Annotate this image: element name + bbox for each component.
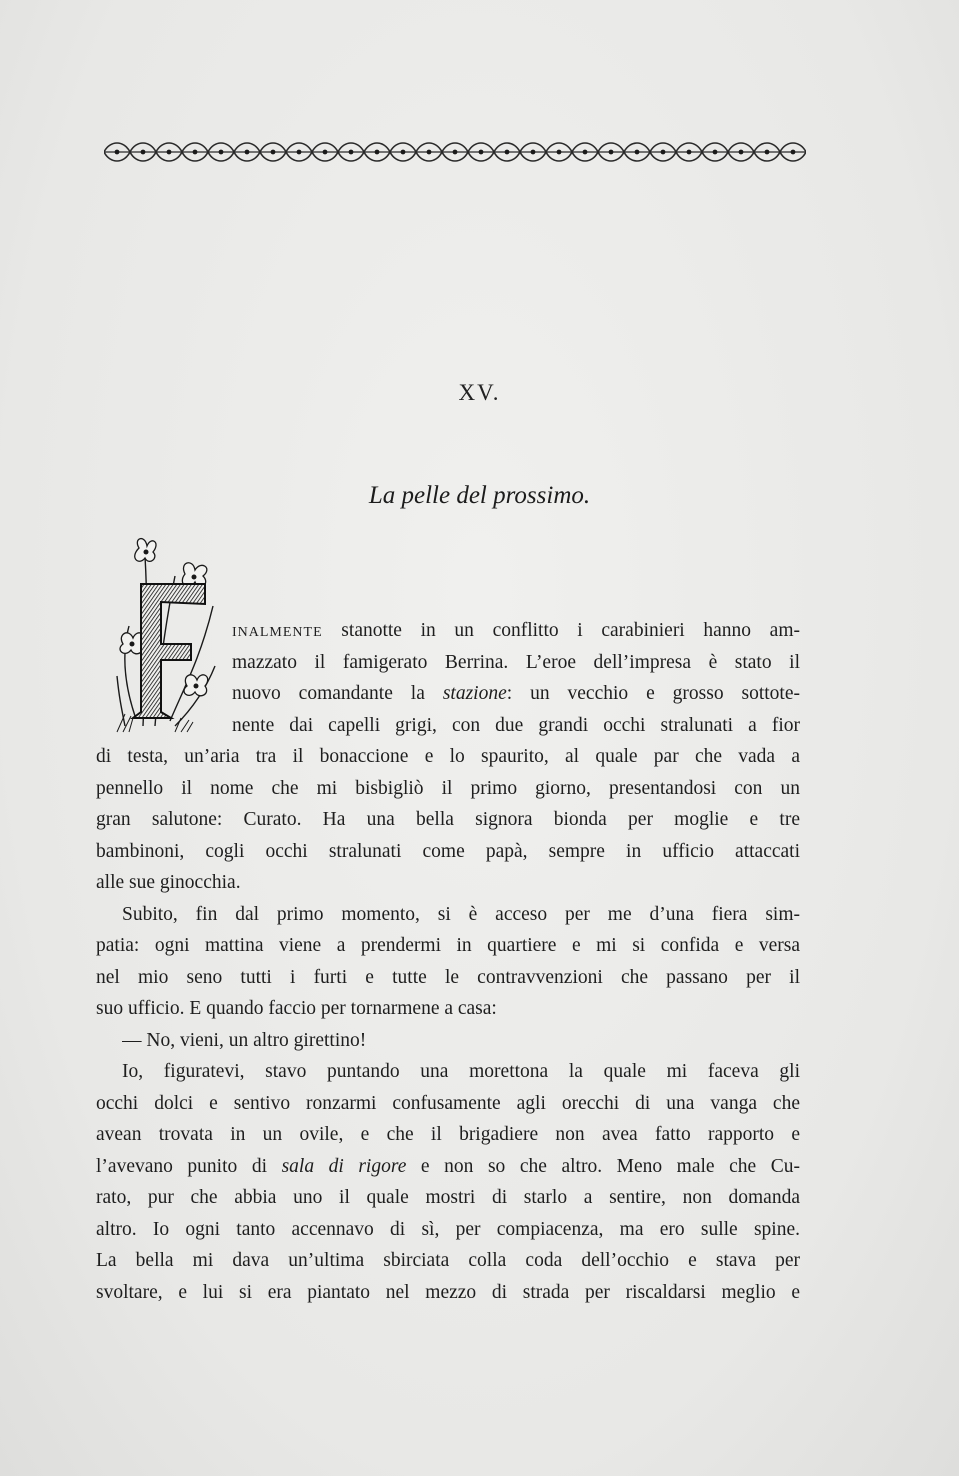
drop-cap-letter: F: [115, 536, 116, 537]
text-line: Subito, fin dal primo momento, si è acceso per me d’una fiera sim-: [122, 903, 800, 925]
text-line: svoltare, e lui si era piantato nel mezzo di strada per riscaldarsi meglio e: [96, 1281, 800, 1303]
text-line: avean trovata in un ovile, e che il brigadiere non avea fatto rapporto e: [96, 1124, 800, 1145]
text-line: nel mio seno tutti i furti e tutte le contravvenzioni che passano per il: [96, 966, 800, 988]
text-line: occhi dolci e sentivo ronzarmi confusamente agli orecchi di una vanga che: [96, 1092, 800, 1114]
chapter-title: La pelle del prossimo.: [368, 482, 591, 509]
text-line: Io, figuratevi, stavo puntando una morettona la quale mi faceva gli: [122, 1061, 800, 1082]
text-line: La bella mi dava un’ultima sbirciata colla coda dell’occhio e stava per: [96, 1250, 800, 1271]
illuminated-drop-cap: [115, 536, 225, 736]
text-line: alle sue ginocchia.: [96, 872, 241, 893]
text-line: rato, pur che abbia uno il quale mostri di starlo a sentire, non domanda: [96, 1187, 800, 1208]
text-line: — No, vieni, un altro girettino!: [122, 1029, 367, 1051]
text-line: bambinoni, cogli occhi stralunati come papà, sempre in ufficio attaccati: [96, 840, 800, 862]
text-line: di testa, un’aria tra il bonaccione e lo spaurito, al quale par che vada a: [96, 746, 800, 767]
text-line: pennello il nome che mi bisbigliò il primo giorno, presentandosi con un: [96, 777, 800, 799]
text-line: nuovo comandante la stazione: un vecchio e grosso sottote-: [232, 683, 800, 704]
ornamental-header-band: [104, 134, 806, 170]
text-line: suo ufficio. E quando faccio per tornarmene a casa:: [96, 998, 497, 1019]
text-line: patia: ogni mattina viene a prendermi in quartiere e mi si confida e versa: [96, 935, 800, 956]
chapter-number: XV.: [458, 380, 501, 405]
text-line: altro. Io ogni tanto accennavo di sì, per compiacenza, ma ero sulle spine.: [96, 1218, 800, 1240]
text-line: nente dai capelli grigi, con due grandi occhi stralunati a fior: [232, 714, 800, 736]
text-line: mazzato il famigerato Berrina. L’eroe dell’impresa è stato il: [232, 651, 800, 673]
text-line: gran salutone: Curato. Ha una bella signora bionda per moglie e tre: [96, 809, 800, 830]
text-line: INALMENTE stanotte in un conflitto i carabinieri hanno am-: [232, 620, 800, 641]
text-line: l’avevano punito di sala di rigore e non so che altro. Meno male che Cu-: [96, 1155, 800, 1177]
